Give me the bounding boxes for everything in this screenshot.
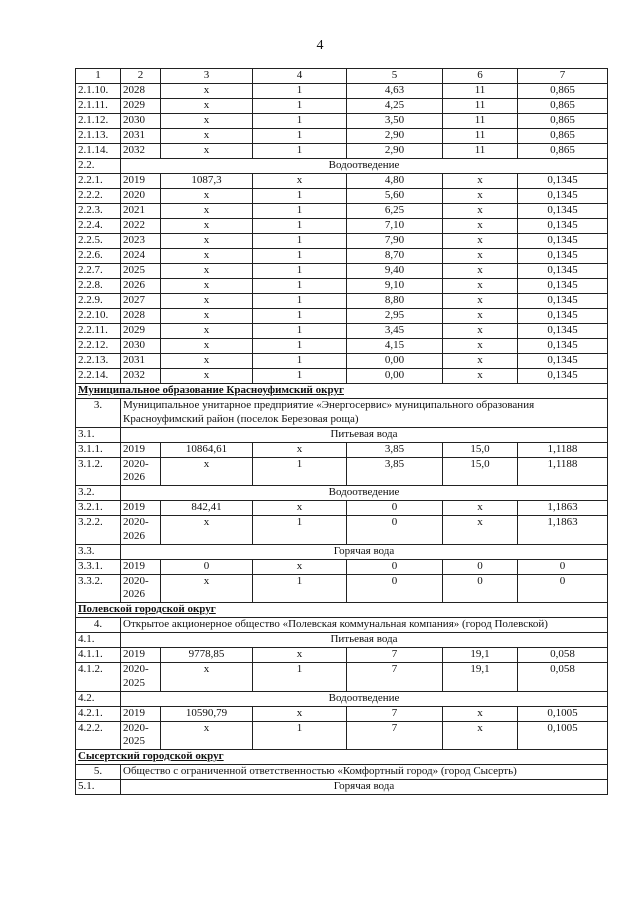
section-row xyxy=(76,486,608,501)
table-row xyxy=(76,309,608,324)
column-number-row xyxy=(76,69,608,84)
organization-name-cell: Общество с ограниченной ответственностью «Комфортный город» (город Сысерть) xyxy=(121,765,608,780)
district-row xyxy=(76,384,608,399)
index-cell: 1 xyxy=(253,339,347,354)
section-title-cell: Водоотведение xyxy=(121,486,608,501)
row-number-cell: 3.1.2. xyxy=(76,457,121,486)
row-number-cell: 2.1.10. xyxy=(76,84,121,99)
table-row xyxy=(76,264,608,279)
percent-cell: 0 xyxy=(443,559,518,574)
table-body xyxy=(76,69,608,795)
coefficient-cell: 0,1345 xyxy=(518,324,608,339)
percent-cell: 11 xyxy=(443,99,518,114)
coefficient-cell: 0,1345 xyxy=(518,339,608,354)
coefficient-cell: 0,1345 xyxy=(518,309,608,324)
percent-cell: 15,0 xyxy=(443,442,518,457)
row-number-cell: 3.3.2. xyxy=(76,574,121,603)
percent-cell: х xyxy=(443,294,518,309)
table-row xyxy=(76,219,608,234)
tariff-table xyxy=(75,68,608,795)
value-cell: х xyxy=(161,663,253,692)
year-cell: 2019 xyxy=(121,501,161,516)
coefficient-cell: 0,865 xyxy=(518,114,608,129)
coefficient-cell: 0 xyxy=(518,574,608,603)
coefficient-cell: 1,1863 xyxy=(518,501,608,516)
value-cell: х xyxy=(161,457,253,486)
index-cell: 1 xyxy=(253,574,347,603)
index-cell: 1 xyxy=(253,114,347,129)
row-number-cell: 2.2.1. xyxy=(76,174,121,189)
index-cell: 1 xyxy=(253,324,347,339)
rate-cell: 3,85 xyxy=(347,442,443,457)
year-cell: 2032 xyxy=(121,144,161,159)
coefficient-cell: 0,1005 xyxy=(518,721,608,750)
rate-cell: 7,10 xyxy=(347,219,443,234)
row-number-cell: 2.2.3. xyxy=(76,204,121,219)
row-number-cell: 2.2.10. xyxy=(76,309,121,324)
percent-cell: х xyxy=(443,339,518,354)
section-number-cell: 2.2. xyxy=(76,159,121,174)
coefficient-cell: 0,865 xyxy=(518,129,608,144)
organization-number-cell: 4. xyxy=(76,618,121,633)
row-number-cell: 2.2.13. xyxy=(76,354,121,369)
index-cell: х xyxy=(253,648,347,663)
table-row xyxy=(76,501,608,516)
section-number-cell: 3.3. xyxy=(76,544,121,559)
year-cell: 2020-2025 xyxy=(121,663,161,692)
rate-cell: 7 xyxy=(347,706,443,721)
percent-cell: 15,0 xyxy=(443,457,518,486)
year-cell: 2026 xyxy=(121,279,161,294)
table-row xyxy=(76,84,608,99)
index-cell: 1 xyxy=(253,369,347,384)
percent-cell: х xyxy=(443,369,518,384)
year-cell: 2020-2026 xyxy=(121,457,161,486)
district-title-cell: Полевской городской округ xyxy=(76,603,608,618)
index-cell: х xyxy=(253,501,347,516)
coefficient-cell: 0,1345 xyxy=(518,174,608,189)
coefficient-cell: 0,865 xyxy=(518,99,608,114)
value-cell: х xyxy=(161,144,253,159)
year-cell: 2027 xyxy=(121,294,161,309)
row-number-cell: 2.2.14. xyxy=(76,369,121,384)
percent-cell: х xyxy=(443,174,518,189)
district-title-cell: Муниципальное образование Красноуфимский округ xyxy=(76,384,608,399)
organization-number-cell: 5. xyxy=(76,765,121,780)
value-cell: х xyxy=(161,339,253,354)
percent-cell: 0 xyxy=(443,574,518,603)
index-cell: 1 xyxy=(253,457,347,486)
index-cell: 1 xyxy=(253,234,347,249)
column-header: 2 xyxy=(121,69,161,84)
percent-cell: х xyxy=(443,249,518,264)
value-cell: х xyxy=(161,249,253,264)
value-cell: х xyxy=(161,294,253,309)
rate-cell: 5,60 xyxy=(347,189,443,204)
rate-cell: 9,10 xyxy=(347,279,443,294)
row-number-cell: 2.2.2. xyxy=(76,189,121,204)
year-cell: 2019 xyxy=(121,442,161,457)
column-header: 7 xyxy=(518,69,608,84)
percent-cell: х xyxy=(443,721,518,750)
section-row xyxy=(76,691,608,706)
year-cell: 2020-2026 xyxy=(121,574,161,603)
percent-cell: 11 xyxy=(443,114,518,129)
table-row xyxy=(76,114,608,129)
value-cell: 0 xyxy=(161,559,253,574)
section-number-cell: 3.1. xyxy=(76,427,121,442)
index-cell: х xyxy=(253,559,347,574)
year-cell: 2029 xyxy=(121,324,161,339)
value-cell: х xyxy=(161,516,253,545)
rate-cell: 3,85 xyxy=(347,457,443,486)
table-row xyxy=(76,574,608,603)
column-header: 4 xyxy=(253,69,347,84)
value-cell: 842,41 xyxy=(161,501,253,516)
rate-cell: 2,90 xyxy=(347,129,443,144)
coefficient-cell: 0,1345 xyxy=(518,219,608,234)
section-title-cell: Водоотведение xyxy=(121,159,608,174)
percent-cell: 11 xyxy=(443,144,518,159)
percent-cell: х xyxy=(443,264,518,279)
table-row xyxy=(76,189,608,204)
year-cell: 2020-2025 xyxy=(121,721,161,750)
rate-cell: 3,45 xyxy=(347,324,443,339)
percent-cell: х xyxy=(443,279,518,294)
table-row xyxy=(76,648,608,663)
table-row xyxy=(76,457,608,486)
row-number-cell: 2.2.4. xyxy=(76,219,121,234)
value-cell: х xyxy=(161,354,253,369)
rate-cell: 4,80 xyxy=(347,174,443,189)
coefficient-cell: 0,865 xyxy=(518,144,608,159)
rate-cell: 4,63 xyxy=(347,84,443,99)
value-cell: х xyxy=(161,574,253,603)
organization-name-cell: Муниципальное унитарное предприятие «Энергосервис» муниципального образования Красноуфимский район (поселок Березовая роща) xyxy=(121,399,608,428)
value-cell: 9778,85 xyxy=(161,648,253,663)
year-cell: 2028 xyxy=(121,84,161,99)
index-cell: х xyxy=(253,174,347,189)
row-number-cell: 3.1.1. xyxy=(76,442,121,457)
year-cell: 2032 xyxy=(121,369,161,384)
index-cell: 1 xyxy=(253,279,347,294)
table-row xyxy=(76,354,608,369)
index-cell: 1 xyxy=(253,516,347,545)
percent-cell: х xyxy=(443,354,518,369)
rate-cell: 9,40 xyxy=(347,264,443,279)
index-cell: 1 xyxy=(253,84,347,99)
percent-cell: 19,1 xyxy=(443,663,518,692)
index-cell: х xyxy=(253,442,347,457)
district-row xyxy=(76,750,608,765)
coefficient-cell: 1,1863 xyxy=(518,516,608,545)
value-cell: х xyxy=(161,264,253,279)
year-cell: 2029 xyxy=(121,99,161,114)
percent-cell: х xyxy=(443,309,518,324)
index-cell: 1 xyxy=(253,354,347,369)
table-row xyxy=(76,559,608,574)
row-number-cell: 2.2.12. xyxy=(76,339,121,354)
value-cell: х xyxy=(161,189,253,204)
percent-cell: х xyxy=(443,234,518,249)
section-number-cell: 4.1. xyxy=(76,633,121,648)
coefficient-cell: 0,865 xyxy=(518,84,608,99)
table-row xyxy=(76,129,608,144)
percent-cell: х xyxy=(443,706,518,721)
percent-cell: х xyxy=(443,204,518,219)
section-title-cell: Горячая вода xyxy=(121,780,608,795)
row-number-cell: 4.1.2. xyxy=(76,663,121,692)
rate-cell: 4,15 xyxy=(347,339,443,354)
index-cell: 1 xyxy=(253,249,347,264)
year-cell: 2020-2026 xyxy=(121,516,161,545)
section-title-cell: Горячая вода xyxy=(121,544,608,559)
row-number-cell: 2.2.9. xyxy=(76,294,121,309)
index-cell: 1 xyxy=(253,129,347,144)
row-number-cell: 2.2.8. xyxy=(76,279,121,294)
year-cell: 2030 xyxy=(121,114,161,129)
value-cell: х xyxy=(161,114,253,129)
row-number-cell: 2.1.13. xyxy=(76,129,121,144)
row-number-cell: 3.3.1. xyxy=(76,559,121,574)
coefficient-cell: 0,1345 xyxy=(518,204,608,219)
coefficient-cell: 0,058 xyxy=(518,663,608,692)
table-row xyxy=(76,442,608,457)
table-row xyxy=(76,144,608,159)
index-cell: 1 xyxy=(253,663,347,692)
table-row xyxy=(76,99,608,114)
district-row xyxy=(76,603,608,618)
organization-number-cell: 3. xyxy=(76,399,121,428)
table-row xyxy=(76,663,608,692)
year-cell: 2020 xyxy=(121,189,161,204)
rate-cell: 0 xyxy=(347,559,443,574)
section-row xyxy=(76,427,608,442)
value-cell: х xyxy=(161,309,253,324)
section-row xyxy=(76,633,608,648)
index-cell: 1 xyxy=(253,219,347,234)
table-row xyxy=(76,279,608,294)
percent-cell: х xyxy=(443,189,518,204)
percent-cell: 11 xyxy=(443,129,518,144)
row-number-cell: 2.1.14. xyxy=(76,144,121,159)
year-cell: 2031 xyxy=(121,129,161,144)
row-number-cell: 2.1.11. xyxy=(76,99,121,114)
value-cell: 10864,61 xyxy=(161,442,253,457)
coefficient-cell: 0,058 xyxy=(518,648,608,663)
index-cell: 1 xyxy=(253,99,347,114)
year-cell: 2019 xyxy=(121,174,161,189)
column-header: 6 xyxy=(443,69,518,84)
row-number-cell: 4.1.1. xyxy=(76,648,121,663)
rate-cell: 8,70 xyxy=(347,249,443,264)
value-cell: х xyxy=(161,369,253,384)
page-number: 4 xyxy=(316,38,324,53)
section-row xyxy=(76,780,608,795)
organization-row xyxy=(76,399,608,428)
year-cell: 2021 xyxy=(121,204,161,219)
row-number-cell: 3.2.2. xyxy=(76,516,121,545)
year-cell: 2019 xyxy=(121,559,161,574)
value-cell: х xyxy=(161,219,253,234)
coefficient-cell: 0,1345 xyxy=(518,234,608,249)
rate-cell: 7 xyxy=(347,721,443,750)
section-number-cell: 4.2. xyxy=(76,691,121,706)
section-row xyxy=(76,544,608,559)
row-number-cell: 4.2.1. xyxy=(76,706,121,721)
coefficient-cell: 0,1345 xyxy=(518,189,608,204)
organization-row xyxy=(76,618,608,633)
percent-cell: х xyxy=(443,324,518,339)
organization-name-cell: Открытое акционерное общество «Полевская коммунальная компания» (город Полевской) xyxy=(121,618,608,633)
rate-cell: 7 xyxy=(347,648,443,663)
rate-cell: 2,95 xyxy=(347,309,443,324)
year-cell: 2024 xyxy=(121,249,161,264)
table-row xyxy=(76,234,608,249)
index-cell: 1 xyxy=(253,264,347,279)
value-cell: х xyxy=(161,129,253,144)
organization-row xyxy=(76,765,608,780)
section-row xyxy=(76,159,608,174)
rate-cell: 6,25 xyxy=(347,204,443,219)
section-title-cell: Питьевая вода xyxy=(121,427,608,442)
year-cell: 2030 xyxy=(121,339,161,354)
index-cell: 1 xyxy=(253,204,347,219)
coefficient-cell: 0,1345 xyxy=(518,294,608,309)
year-cell: 2023 xyxy=(121,234,161,249)
coefficient-cell: 0 xyxy=(518,559,608,574)
column-header: 3 xyxy=(161,69,253,84)
column-header: 5 xyxy=(347,69,443,84)
table-row xyxy=(76,249,608,264)
coefficient-cell: 0,1345 xyxy=(518,354,608,369)
index-cell: х xyxy=(253,706,347,721)
section-number-cell: 3.2. xyxy=(76,486,121,501)
value-cell: х xyxy=(161,204,253,219)
rate-cell: 8,80 xyxy=(347,294,443,309)
rate-cell: 3,50 xyxy=(347,114,443,129)
rate-cell: 7,90 xyxy=(347,234,443,249)
coefficient-cell: 0,1005 xyxy=(518,706,608,721)
index-cell: 1 xyxy=(253,721,347,750)
percent-cell: х xyxy=(443,501,518,516)
district-title-cell: Сысертский городской округ xyxy=(76,750,608,765)
table-row xyxy=(76,706,608,721)
year-cell: 2025 xyxy=(121,264,161,279)
row-number-cell: 2.2.5. xyxy=(76,234,121,249)
coefficient-cell: 1,1188 xyxy=(518,442,608,457)
rate-cell: 0,00 xyxy=(347,354,443,369)
row-number-cell: 2.2.11. xyxy=(76,324,121,339)
row-number-cell: 2.2.7. xyxy=(76,264,121,279)
table-row xyxy=(76,204,608,219)
row-number-cell: 2.1.12. xyxy=(76,114,121,129)
coefficient-cell: 0,1345 xyxy=(518,249,608,264)
value-cell: х xyxy=(161,324,253,339)
table-row xyxy=(76,721,608,750)
value-cell: 10590,79 xyxy=(161,706,253,721)
section-title-cell: Водоотведение xyxy=(121,691,608,706)
row-number-cell: 2.2.6. xyxy=(76,249,121,264)
rate-cell: 0 xyxy=(347,516,443,545)
rate-cell: 0 xyxy=(347,501,443,516)
index-cell: 1 xyxy=(253,294,347,309)
row-number-cell: 3.2.1. xyxy=(76,501,121,516)
rate-cell: 4,25 xyxy=(347,99,443,114)
table-row xyxy=(76,516,608,545)
rate-cell: 2,90 xyxy=(347,144,443,159)
percent-cell: х xyxy=(443,219,518,234)
rate-cell: 0 xyxy=(347,574,443,603)
rate-cell: 7 xyxy=(347,663,443,692)
table-row xyxy=(76,324,608,339)
percent-cell: 11 xyxy=(443,84,518,99)
percent-cell: х xyxy=(443,516,518,545)
year-cell: 2022 xyxy=(121,219,161,234)
value-cell: х xyxy=(161,279,253,294)
year-cell: 2031 xyxy=(121,354,161,369)
value-cell: х xyxy=(161,99,253,114)
index-cell: 1 xyxy=(253,144,347,159)
table-row xyxy=(76,369,608,384)
value-cell: х xyxy=(161,721,253,750)
index-cell: 1 xyxy=(253,189,347,204)
percent-cell: 19,1 xyxy=(443,648,518,663)
coefficient-cell: 1,1188 xyxy=(518,457,608,486)
table-row xyxy=(76,294,608,309)
year-cell: 2028 xyxy=(121,309,161,324)
coefficient-cell: 0,1345 xyxy=(518,264,608,279)
value-cell: х xyxy=(161,234,253,249)
rate-cell: 0,00 xyxy=(347,369,443,384)
section-title-cell: Питьевая вода xyxy=(121,633,608,648)
section-number-cell: 5.1. xyxy=(76,780,121,795)
table-row xyxy=(76,339,608,354)
row-number-cell: 4.2.2. xyxy=(76,721,121,750)
year-cell: 2019 xyxy=(121,706,161,721)
value-cell: 1087,3 xyxy=(161,174,253,189)
index-cell: 1 xyxy=(253,309,347,324)
coefficient-cell: 0,1345 xyxy=(518,279,608,294)
table-row xyxy=(76,174,608,189)
column-header: 1 xyxy=(76,69,121,84)
year-cell: 2019 xyxy=(121,648,161,663)
value-cell: х xyxy=(161,84,253,99)
coefficient-cell: 0,1345 xyxy=(518,369,608,384)
